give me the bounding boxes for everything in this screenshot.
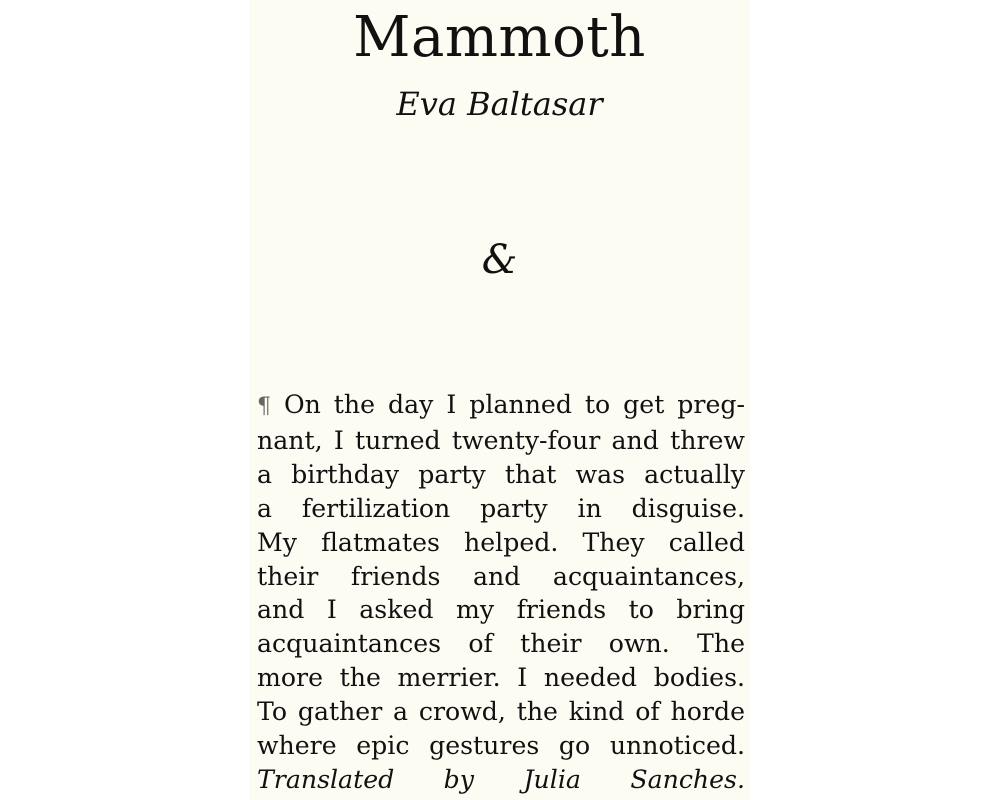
excerpt-line: where epic gestures go unnoticed. xyxy=(257,731,745,761)
excerpt-line: more the merrier. I needed bodies. xyxy=(257,663,745,693)
excerpt-line: To gather a crowd, the kind of horde xyxy=(257,697,745,727)
book-author: Eva Baltasar xyxy=(396,85,603,123)
translator-credit: Translated by Julia Sanches. xyxy=(257,764,745,794)
excerpt-line-text: On the day I planned to get preg- xyxy=(283,390,745,419)
excerpt-line xyxy=(257,388,745,424)
excerpt-line: acquaintances of their own. The xyxy=(257,629,745,659)
excerpt-line: and I asked my friends to bring xyxy=(257,595,745,625)
excerpt-paragraph xyxy=(257,388,745,797)
book-title: Mammoth xyxy=(353,5,646,70)
excerpt-line: nant, I turned twenty-four and threw xyxy=(257,425,745,455)
excerpt-line: a fertilization party in disguise. xyxy=(257,493,745,523)
ampersand-ornament-icon: & xyxy=(481,237,518,283)
book-page xyxy=(249,0,750,800)
excerpt-line: My flatmates helped. They called xyxy=(257,527,745,557)
excerpt-line: a birthday party that was actually xyxy=(257,459,745,489)
pilcrow-icon: ¶ xyxy=(257,394,271,419)
excerpt-line: their friends and acquaintances, xyxy=(257,561,745,591)
